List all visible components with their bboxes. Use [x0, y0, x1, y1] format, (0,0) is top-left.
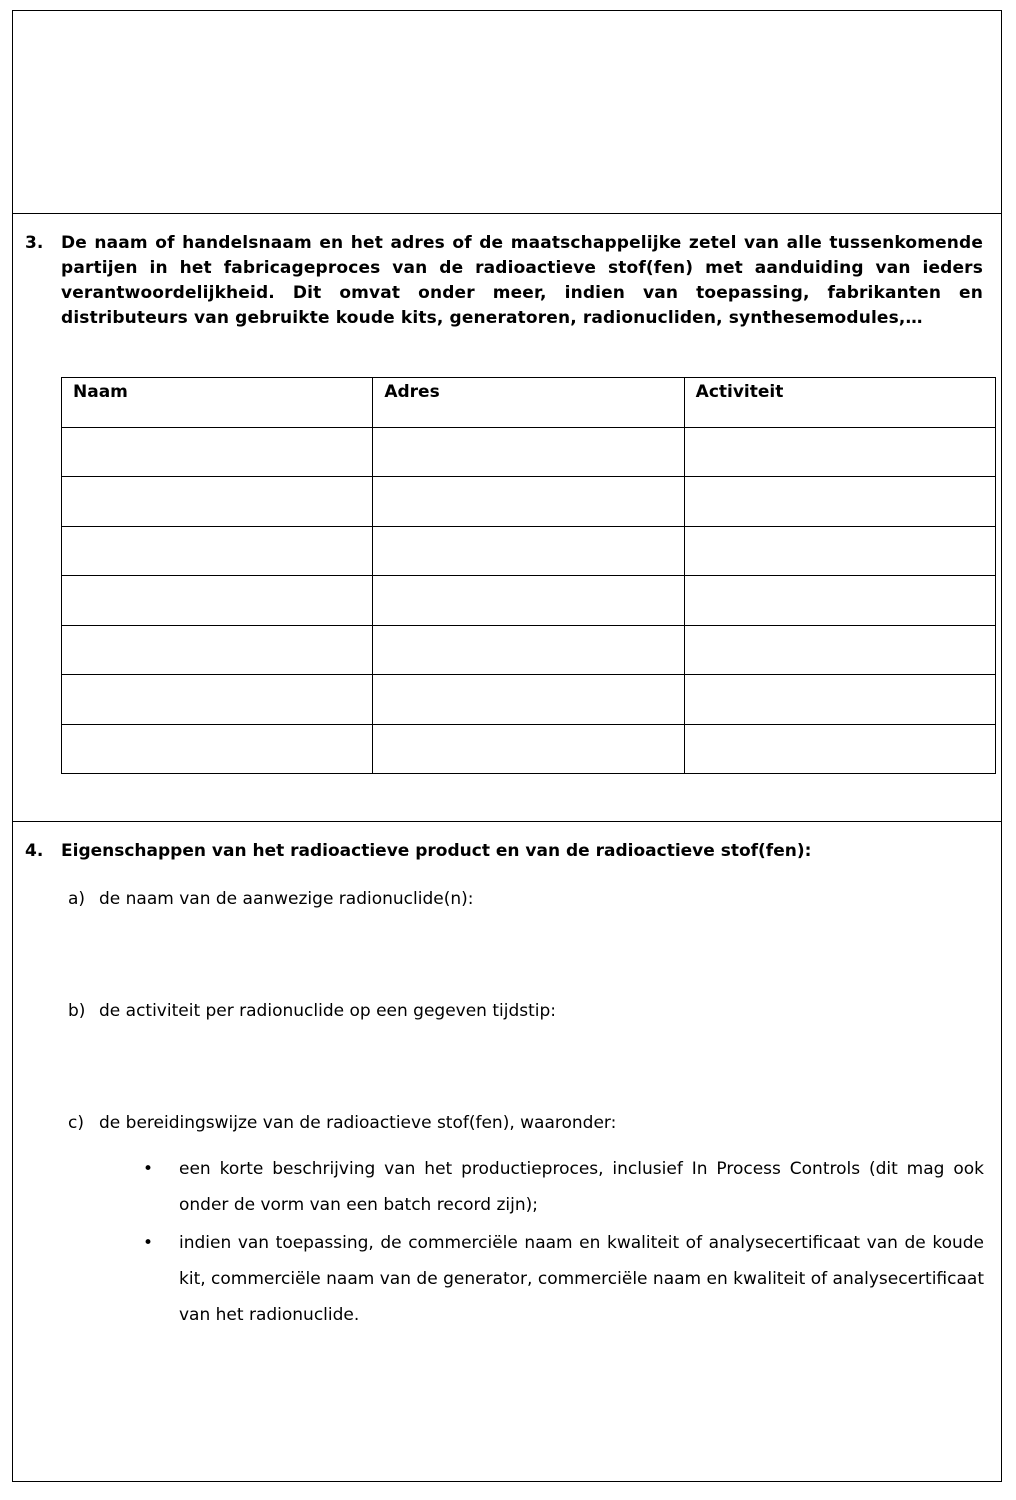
item-a-letter: a): [68, 889, 86, 909]
section-3-title: De naam of handelsnaam en het adres of de maatschappelijke zetel van alle tussenkomende partijen in het fabricageproces van de radioactieve stof(fen) met aanduiding van ieders verantwoordelijkheid. Dit omvat onder meer, indien van toepassing, fabrikanten en distributeurs van gebruikte koude kits, generatoren, radionucliden, synthesemodules,…: [61, 233, 983, 328]
cell-naam[interactable]: [62, 625, 373, 675]
cell-activiteit[interactable]: [684, 576, 995, 626]
column-header-activiteit: Activiteit: [684, 378, 995, 428]
item-a: [68, 887, 988, 911]
item-c-text: de bereidingswijze van de radioactieve stof(fen), waaronder:: [99, 1113, 617, 1133]
cell-naam[interactable]: [62, 675, 373, 725]
cell-naam[interactable]: [62, 427, 373, 477]
cell-activiteit[interactable]: [684, 427, 995, 477]
cell-adres[interactable]: [373, 724, 684, 774]
section-3-number: 3.: [25, 233, 44, 253]
item-c: [68, 1111, 988, 1135]
list-item: [141, 1151, 984, 1223]
cell-adres[interactable]: [373, 625, 684, 675]
table-row: [62, 724, 996, 774]
item-b-letter: b): [68, 1001, 86, 1021]
item-b: [68, 999, 988, 1023]
cell-activiteit[interactable]: [684, 724, 995, 774]
cell-activiteit[interactable]: [684, 526, 995, 576]
cell-adres[interactable]: [373, 526, 684, 576]
bullet-icon: •: [143, 1159, 154, 1179]
cell-adres[interactable]: [373, 675, 684, 725]
cell-adres[interactable]: [373, 477, 684, 527]
item-a-text: de naam van de aanwezige radionuclide(n):: [99, 889, 474, 909]
section-divider-top: [13, 213, 1001, 214]
column-header-adres: Adres: [373, 378, 684, 428]
section-divider-middle: [13, 821, 1001, 822]
column-header-naam: Naam: [62, 378, 373, 428]
item-c-letter: c): [68, 1113, 84, 1133]
table-row: [62, 477, 996, 527]
parties-table: [61, 377, 996, 774]
item-b-text: de activiteit per radionuclide op een gegeven tijdstip:: [99, 1001, 557, 1021]
cell-activiteit[interactable]: [684, 477, 995, 527]
cell-adres[interactable]: [373, 427, 684, 477]
table-row: [62, 427, 996, 477]
table-row: [62, 675, 996, 725]
bullet-text: een korte beschrijving van het productieproces, inclusief In Process Controls (dit mag ook onder de vorm van een batch record zijn);: [179, 1159, 984, 1215]
table-header-row: [62, 378, 996, 428]
cell-adres[interactable]: [373, 576, 684, 626]
bullet-text: indien van toepassing, de commerciële naam en kwaliteit of analysecertificaat van de koude kit, commerciële naam van de generator, commerciële naam en kwaliteit of analysecertificaat van het radionuclide.: [179, 1233, 984, 1325]
table-row: [62, 625, 996, 675]
cell-naam[interactable]: [62, 477, 373, 527]
table-row: [62, 526, 996, 576]
table-row: [62, 576, 996, 626]
cell-naam[interactable]: [62, 526, 373, 576]
cell-naam[interactable]: [62, 576, 373, 626]
list-item: [141, 1225, 984, 1333]
cell-naam[interactable]: [62, 724, 373, 774]
item-c-bullet-list: [141, 1151, 984, 1335]
section-3-heading: [25, 231, 983, 331]
bullet-icon: •: [143, 1233, 154, 1253]
section-4-number: 4.: [25, 841, 44, 861]
cell-activiteit[interactable]: [684, 625, 995, 675]
form-frame: [12, 10, 1002, 1482]
section-4-heading: [25, 839, 983, 864]
cell-activiteit[interactable]: [684, 675, 995, 725]
section-4-title: Eigenschappen van het radioactieve product en van de radioactieve stof(fen):: [61, 841, 812, 861]
